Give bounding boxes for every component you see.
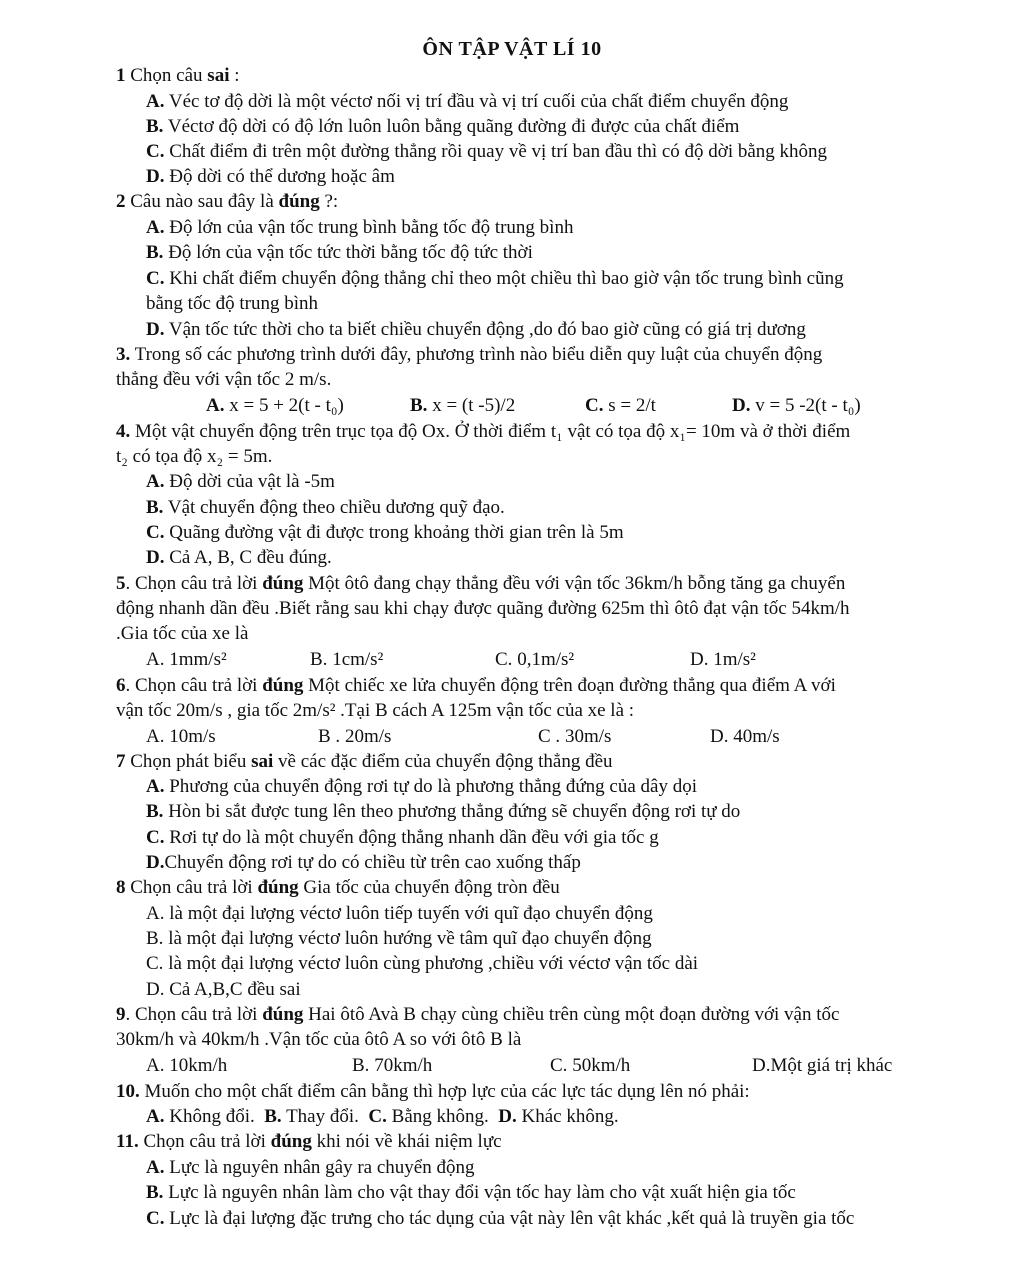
- question-5: 5. Chọn câu trả lời đúng Một ôtô đang chạy thẳng đều với vận tốc 36km/h bỗng tăng ga chuyển: [116, 573, 846, 594]
- question-4: 4. Một vật chuyển động trên trục tọa độ Ox. Ở thời điểm t₁ vật có tọa độ x₁= 10m và ở thời điểm: [116, 421, 851, 442]
- answer-7b: B. Hòn bi sắt được tung lên theo phương thẳng đứng sẽ chuyển động rơi tự do: [146, 801, 741, 822]
- answer-8c: C. là một đại lượng véctơ luôn cùng phương ,chiều với véctơ vận tốc dài: [146, 953, 699, 974]
- answer-4b: B. Vật chuyển động theo chiều dương quỹ đạo.: [146, 497, 505, 518]
- question-9-cont: 30km/h và 40km/h .Vận tốc của ôtô A so với ôtô B là: [116, 1029, 522, 1050]
- answer-3d: D. v = 5 -2(t - t₀): [732, 395, 861, 416]
- answer-4c: C. Quãng đường vật đi được trong khoảng thời gian trên là 5m: [146, 522, 624, 543]
- answer-5a: A. 1mm/s²: [146, 649, 227, 670]
- answer-6b: B . 20m/s: [318, 726, 392, 747]
- answer-4d: D. Cả A, B, C đều đúng.: [146, 547, 332, 568]
- answer-7a: A. Phương của chuyển động rơi tự do là phương thẳng đứng của dây dọi: [146, 776, 698, 797]
- answer-9d: D.Một giá trị khác: [752, 1055, 893, 1076]
- answer-8d: D. Cả A,B,C đều sai: [146, 979, 301, 1000]
- page-title: ÔN TẬP VẬT LÍ 10: [422, 38, 602, 60]
- question-5-cont2: .Gia tốc của xe là: [116, 623, 249, 644]
- answer-11a: A. Lực là nguyên nhân gây ra chuyển động: [146, 1157, 475, 1178]
- question-6: 6. Chọn câu trả lời đúng Một chiếc xe lửa chuyển động trên đoạn đường thẳng qua điểm A với: [116, 675, 836, 696]
- question-11: 11. Chọn câu trả lời đúng khi nói về khái niệm lực: [116, 1131, 502, 1152]
- answer-1b: B. Véctơ độ dời có độ lớn luôn luôn bằng quãng đường đi được của chất điểm: [146, 116, 740, 137]
- answer-2c: C. Khi chất điểm chuyển động thẳng chỉ theo một chiều thì bao giờ vận tốc trung bình cũng: [146, 268, 844, 289]
- question-3: 3. Trong số các phương trình dưới đây, phương trình nào biểu diễn quy luật của chuyển động: [116, 344, 823, 365]
- question-9: 9. Chọn câu trả lời đúng Hai ôtô Avà B chạy cùng chiều trên cùng một đoạn đường với vận tốc: [116, 1004, 840, 1025]
- answer-1d: D. Độ dời có thể dương hoặc âm: [146, 166, 395, 187]
- question-8: 8 Chọn câu trả lời đúng Gia tốc của chuyển động tròn đều: [116, 877, 560, 898]
- answer-5b: B. 1cm/s²: [310, 649, 384, 670]
- answer-2c-cont: bằng tốc độ trung bình: [146, 293, 319, 314]
- question-5-cont: động nhanh dần đều .Biết rằng sau khi chạy được quãng đường 625m thì ôtô đạt vận tốc 54km/h: [116, 598, 850, 619]
- answer-9a: A. 10km/h: [146, 1055, 228, 1076]
- answer-2a: A. Độ lớn của vận tốc trung bình bằng tốc độ trung bình: [146, 217, 574, 238]
- question-10: 10. Muốn cho một chất điểm cân bằng thì hợp lực của các lực tác dụng lên nó phải:: [116, 1081, 750, 1102]
- answer-1c: C. Chất điểm đi trên một đường thẳng rồi quay về vị trí ban đầu thì có độ dời bằng không: [146, 141, 828, 162]
- answer-9c: C. 50km/h: [550, 1055, 631, 1076]
- answer-2b: B. Độ lớn của vận tốc tức thời bằng tốc độ tức thời: [146, 242, 533, 263]
- answer-2d: D. Vận tốc tức thời cho ta biết chiều chuyển động ,do đó bao giờ cũng có giá trị dương: [146, 319, 806, 340]
- question-6-cont: vận tốc 20m/s , gia tốc 2m/s² .Tại B cách A 125m vận tốc của xe là :: [116, 700, 635, 721]
- answers-10: A. Không đổi. B. Thay đổi. C. Bằng không. D. Khác không.: [146, 1106, 619, 1127]
- answer-9b: B. 70km/h: [352, 1055, 433, 1076]
- question-3-cont: thẳng đều với vận tốc 2 m/s.: [116, 369, 332, 390]
- question-4-cont: t₂ có tọa độ x₂ = 5m.: [116, 446, 273, 467]
- question-1: 1 Chọn câu sai :: [116, 65, 240, 86]
- answer-11c: C. Lực là đại lượng đặc trưng cho tác dụng của vật này lên vật khác ,kết quả là truyền gia tốc: [146, 1208, 855, 1229]
- answer-3a: A. x = 5 + 2(t - t₀): [206, 395, 344, 416]
- answer-6c: C . 30m/s: [538, 726, 612, 747]
- question-2: 2 Câu nào sau đây là đúng ?:: [116, 191, 339, 212]
- answer-5c: C. 0,1m/s²: [495, 649, 575, 670]
- answer-1a: A. Véc tơ độ dời là một véctơ nối vị trí đầu và vị trí cuối của chất điểm chuyển động: [146, 91, 789, 112]
- question-7: 7 Chọn phát biểu sai về các đặc điểm của chuyển động thẳng đều: [116, 751, 613, 772]
- answer-6a: A. 10m/s: [146, 726, 216, 747]
- answer-8a: A. là một đại lượng véctơ luôn tiếp tuyến với quĩ đạo chuyển động: [146, 903, 653, 924]
- answer-4a: A. Độ dời của vật là -5m: [146, 471, 335, 492]
- answer-8b: B. là một đại lượng véctơ luôn hướng về tâm quĩ đạo chuyển động: [146, 928, 652, 949]
- answer-5d: D. 1m/s²: [690, 649, 756, 670]
- answer-6d: D. 40m/s: [710, 726, 780, 747]
- answer-11b: B. Lực là nguyên nhân làm cho vật thay đổi vận tốc hay làm cho vật xuất hiện gia tốc: [146, 1182, 796, 1203]
- answer-7d: D.Chuyển động rơi tự do có chiều từ trên cao xuống thấp: [146, 852, 581, 873]
- answer-3b: B. x = (t -5)/2: [410, 395, 516, 416]
- answer-3c: C. s = 2/t: [585, 395, 656, 416]
- answer-7c: C. Rơi tự do là một chuyển động thẳng nhanh dần đều với gia tốc g: [146, 827, 659, 848]
